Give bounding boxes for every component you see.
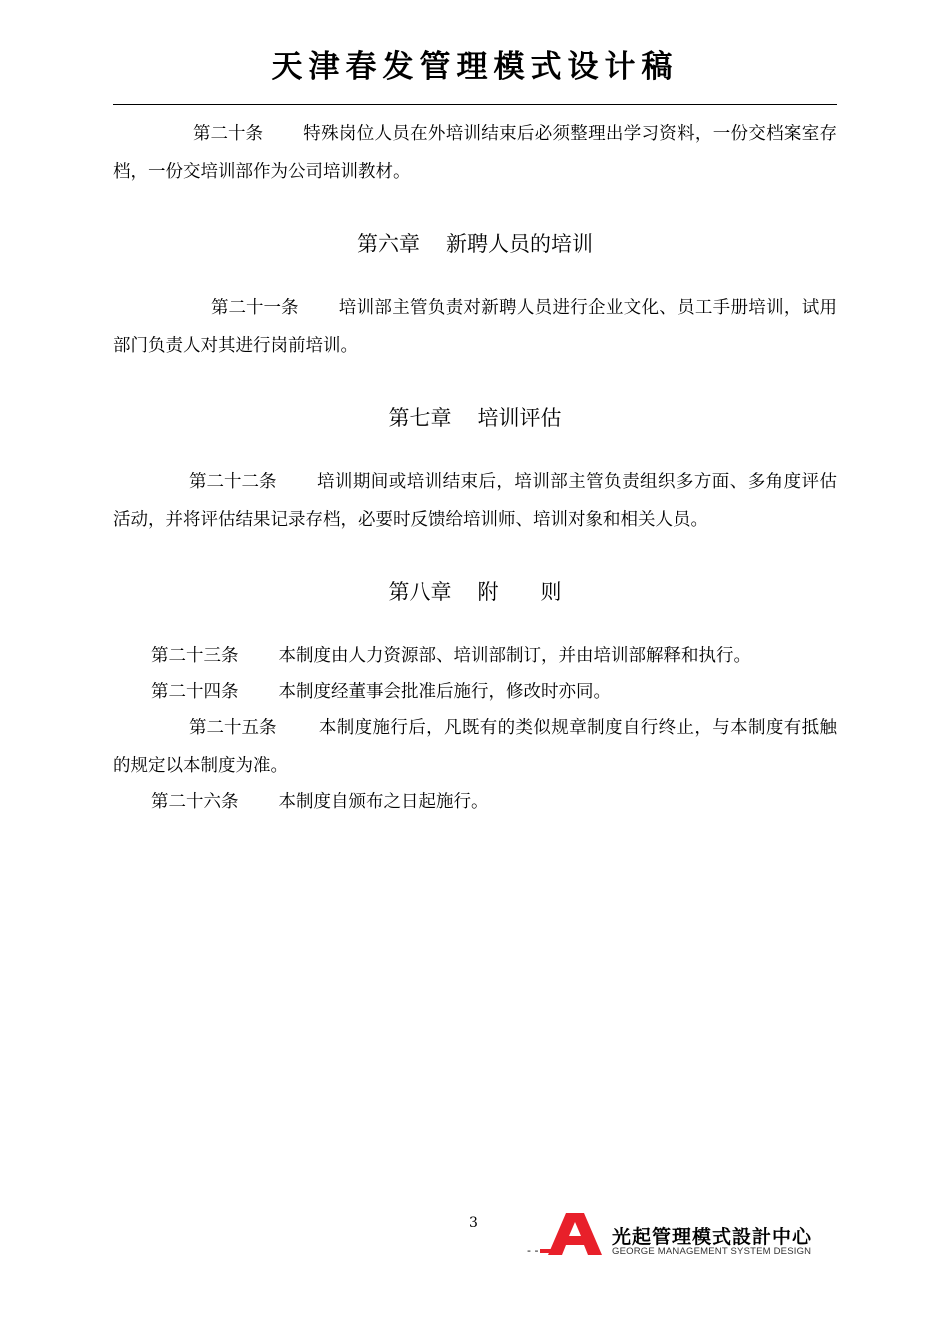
article-text: 本制度由人力资源部、培训部制订，并由培训部解释和执行。 bbox=[278, 646, 751, 666]
article-text: 培训部主管负责对新聘人员进行企业文化、员工手册培训，试用部门负责人对其进行岗前培训。 bbox=[113, 298, 837, 356]
article-text: 培训期间或培训结束后，培训部主管负责组织多方面、多角度评估活动，并将评估结果记录存档，必要时反馈给培训师、培训对象和相关人员。 bbox=[113, 472, 837, 530]
article-text: 特殊岗位人员在外培训结束后必须整理出学习资料，一份交档案室存档，一份交培训部作为公司培训教材。 bbox=[113, 124, 837, 182]
article-number: 第二十四条 bbox=[151, 682, 239, 702]
header-rule bbox=[113, 104, 837, 105]
page-header-title: 天津春发管理模式设计稿 bbox=[271, 49, 679, 85]
article-24 bbox=[113, 673, 837, 711]
article-26 bbox=[113, 783, 837, 821]
company-logo-icon bbox=[540, 1213, 608, 1255]
chapter-8-heading bbox=[0, 576, 950, 608]
article-23 bbox=[113, 637, 837, 675]
chapter-number: 第八章 bbox=[388, 580, 452, 604]
chapter-number: 第六章 bbox=[357, 232, 420, 256]
chapter-number: 第七章 bbox=[388, 406, 452, 430]
article-number: 第二十六条 bbox=[151, 792, 239, 812]
logo-chinese-name: 光起管理模式設計中心 bbox=[612, 1226, 813, 1248]
article-text: 本制度自颁布之日起施行。 bbox=[278, 792, 489, 812]
article-number: 第二十一条 bbox=[211, 298, 299, 318]
chapter-6-heading bbox=[0, 228, 950, 260]
article-20 bbox=[113, 115, 837, 191]
chapter-title: 附 则 bbox=[477, 580, 562, 604]
footer-dashes: - - bbox=[527, 1244, 539, 1257]
chapter-title: 新聘人员的培训 bbox=[446, 232, 593, 256]
page-number: 3 bbox=[469, 1215, 478, 1231]
article-25 bbox=[113, 709, 837, 785]
chapter-7-heading bbox=[0, 402, 950, 434]
article-text: 本制度施行后，凡既有的类似规章制度自行终止，与本制度有抵触的规定以本制度为准。 bbox=[113, 718, 837, 776]
article-text: 本制度经董事会批准后施行，修改时亦同。 bbox=[278, 682, 611, 702]
article-number: 第二十条 bbox=[193, 124, 263, 144]
article-number: 第二十三条 bbox=[151, 646, 239, 666]
chapter-title: 培训评估 bbox=[477, 406, 562, 430]
article-number: 第二十二条 bbox=[189, 472, 277, 492]
logo-english-name: GEORGE MANAGEMENT SYSTEM DESIGN bbox=[612, 1246, 812, 1257]
article-22 bbox=[113, 463, 837, 539]
article-21 bbox=[113, 289, 837, 365]
article-number: 第二十五条 bbox=[189, 718, 277, 738]
